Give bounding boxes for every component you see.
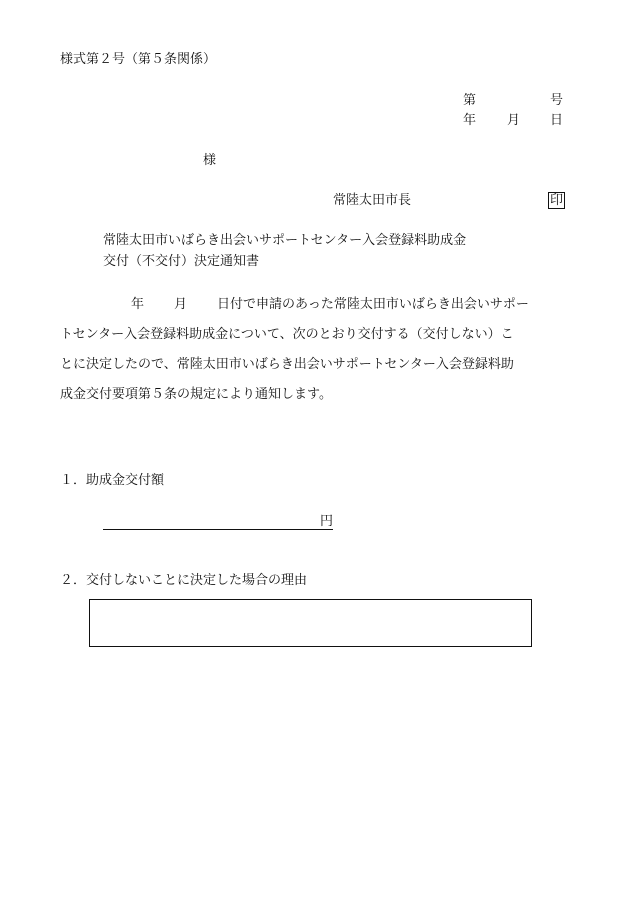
notice-body-line2: トセンター入会登録料助成金について、次のとおり交付する（交付しない）こ: [60, 327, 514, 342]
body-date-year: 年: [131, 297, 145, 312]
addressee-suffix: 様: [203, 153, 217, 168]
form-label: 様式第２号（第５条関係）: [60, 52, 217, 67]
doc-number-prefix: 第: [463, 93, 477, 108]
issuer-title: 常陸太田市長: [333, 193, 412, 208]
seal-mark: 印: [550, 193, 564, 208]
doc-number-suffix: 号: [550, 93, 564, 108]
date-month: 月: [507, 113, 521, 128]
amount-unit: 円: [320, 514, 334, 529]
notice-body-line3: とに決定したので、常陸太田市いばらき出会いサポートセンター入会登録料助: [60, 357, 514, 372]
date-day: 日: [550, 113, 564, 128]
amount-field[interactable]: [103, 515, 333, 530]
body-date-month: 月: [174, 297, 188, 312]
notice-body-line4: 成金交付要項第５条の規定により通知します。: [60, 387, 332, 402]
body-line1-rest: 日付で申請のあった常陸太田市いばらき出会いサポー: [217, 297, 529, 312]
doc-title-line1: 常陸太田市いばらき出会いサポートセンター入会登録料助成金: [103, 233, 467, 248]
notice-body-line1: [60, 290, 568, 320]
section2-heading: ２．交付しないことに決定した場合の理由: [60, 573, 308, 588]
doc-title-line2: 交付（不交付）決定通知書: [103, 254, 260, 269]
reason-box[interactable]: [89, 599, 532, 647]
notice-body: [60, 290, 568, 410]
date-year: 年: [463, 113, 477, 128]
section1-heading: １．助成金交付額: [60, 473, 165, 488]
